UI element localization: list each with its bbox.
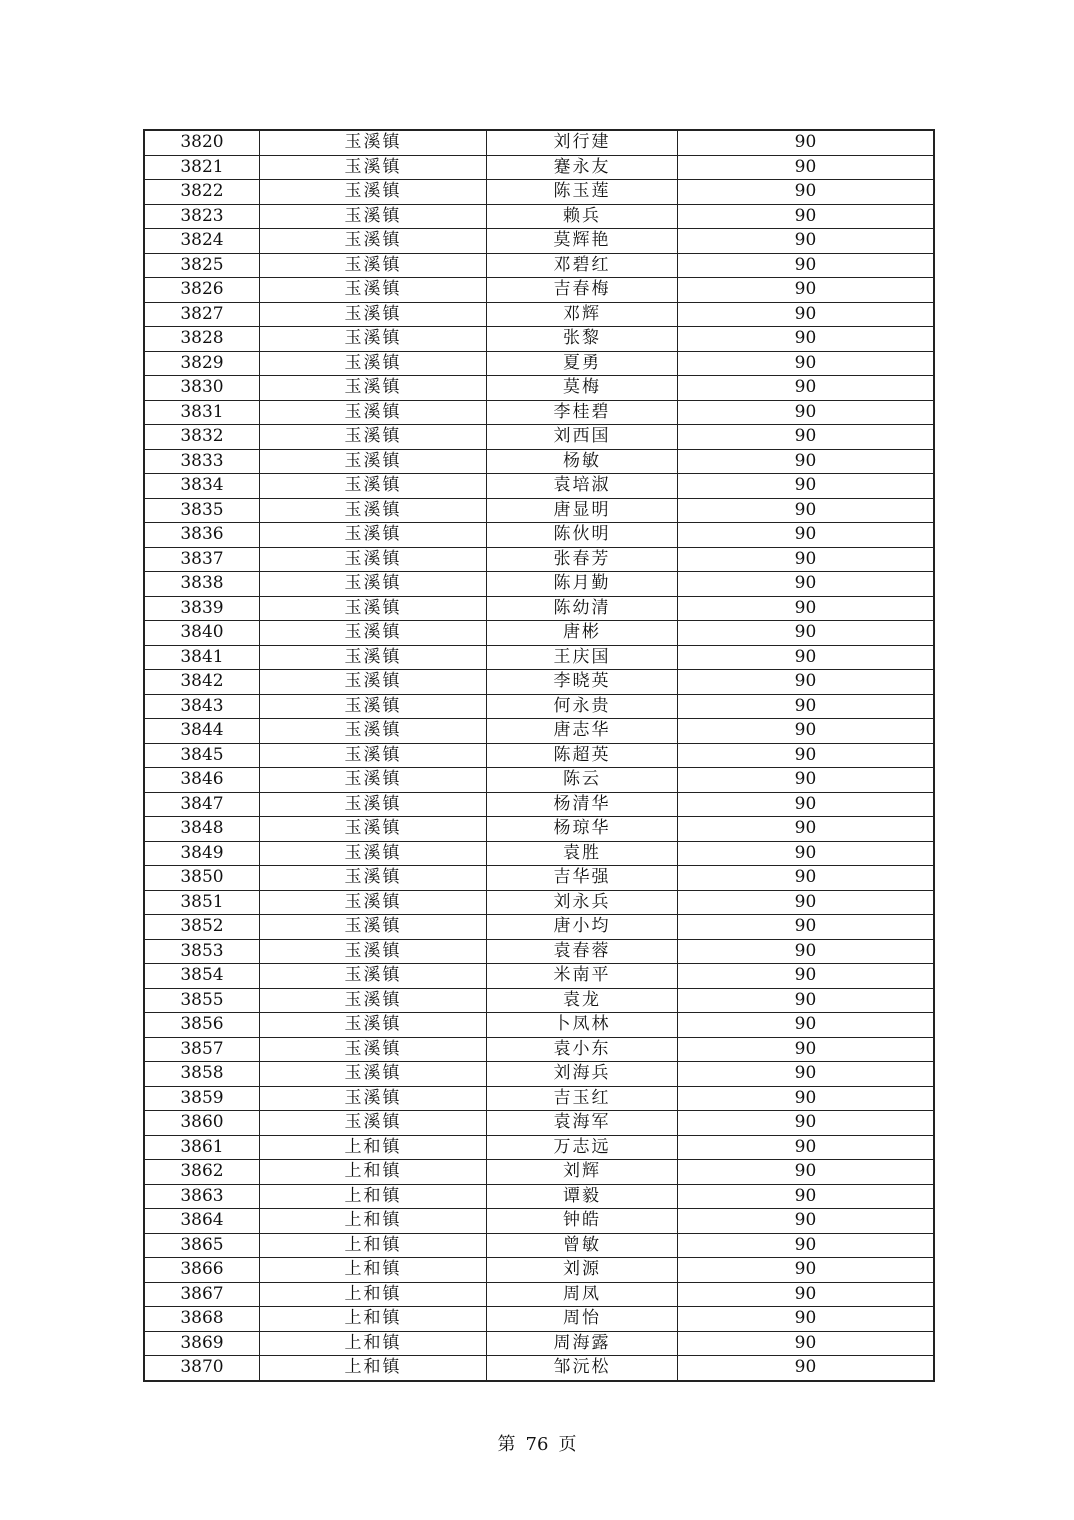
row-number-cell: 3823 <box>144 204 260 229</box>
town-cell: 玉溪镇 <box>260 376 487 401</box>
row-number-cell: 3822 <box>144 180 260 205</box>
table-row <box>144 327 934 352</box>
name-cell: 万志远 <box>487 1135 678 1160</box>
table-row <box>144 1258 934 1283</box>
name-cell: 吉春梅 <box>487 278 678 303</box>
row-number-cell: 3861 <box>144 1135 260 1160</box>
row-number-cell: 3868 <box>144 1307 260 1332</box>
name-cell: 钟皓 <box>487 1209 678 1234</box>
table-row <box>144 719 934 744</box>
town-cell: 玉溪镇 <box>260 841 487 866</box>
table-row <box>144 498 934 523</box>
row-number-cell: 3854 <box>144 964 260 989</box>
name-cell: 蹇永友 <box>487 155 678 180</box>
row-number-cell: 3827 <box>144 302 260 327</box>
town-cell: 玉溪镇 <box>260 1111 487 1136</box>
row-number-cell: 3830 <box>144 376 260 401</box>
town-cell: 上和镇 <box>260 1209 487 1234</box>
score-cell: 90 <box>678 1013 935 1038</box>
row-number-cell: 3825 <box>144 253 260 278</box>
score-cell: 90 <box>678 743 935 768</box>
name-cell: 袁海军 <box>487 1111 678 1136</box>
name-cell: 吉华强 <box>487 866 678 891</box>
town-cell: 玉溪镇 <box>260 621 487 646</box>
score-cell: 90 <box>678 768 935 793</box>
table-row <box>144 841 934 866</box>
town-cell: 玉溪镇 <box>260 743 487 768</box>
table-row <box>144 523 934 548</box>
table-row <box>144 547 934 572</box>
row-number-cell: 3869 <box>144 1331 260 1356</box>
town-cell: 玉溪镇 <box>260 1086 487 1111</box>
name-cell: 唐显明 <box>487 498 678 523</box>
town-cell: 玉溪镇 <box>260 302 487 327</box>
score-cell: 90 <box>678 621 935 646</box>
town-cell: 玉溪镇 <box>260 1062 487 1087</box>
table-row <box>144 376 934 401</box>
table-row <box>144 351 934 376</box>
table-row <box>144 939 934 964</box>
name-cell: 袁春蓉 <box>487 939 678 964</box>
row-number-cell: 3842 <box>144 670 260 695</box>
score-cell: 90 <box>678 229 935 254</box>
name-cell: 唐志华 <box>487 719 678 744</box>
score-cell: 90 <box>678 1086 935 1111</box>
name-cell: 王庆国 <box>487 645 678 670</box>
row-number-cell: 3866 <box>144 1258 260 1283</box>
row-number-cell: 3836 <box>144 523 260 548</box>
roster-table-body <box>144 130 934 1381</box>
row-number-cell: 3853 <box>144 939 260 964</box>
table-row <box>144 572 934 597</box>
town-cell: 玉溪镇 <box>260 425 487 450</box>
name-cell: 袁小东 <box>487 1037 678 1062</box>
table-row <box>144 1331 934 1356</box>
name-cell: 莫辉艳 <box>487 229 678 254</box>
row-number-cell: 3837 <box>144 547 260 572</box>
name-cell: 陈玉莲 <box>487 180 678 205</box>
town-cell: 玉溪镇 <box>260 180 487 205</box>
score-cell: 90 <box>678 547 935 572</box>
name-cell: 陈月勤 <box>487 572 678 597</box>
row-number-cell: 3839 <box>144 596 260 621</box>
name-cell: 唐彬 <box>487 621 678 646</box>
name-cell: 赖兵 <box>487 204 678 229</box>
score-cell: 90 <box>678 694 935 719</box>
name-cell: 刘辉 <box>487 1160 678 1185</box>
score-cell: 90 <box>678 670 935 695</box>
row-number-cell: 3848 <box>144 817 260 842</box>
score-cell: 90 <box>678 841 935 866</box>
row-number-cell: 3820 <box>144 130 260 155</box>
score-cell: 90 <box>678 449 935 474</box>
score-cell: 90 <box>678 278 935 303</box>
name-cell: 邓碧红 <box>487 253 678 278</box>
table-row <box>144 1062 934 1087</box>
town-cell: 玉溪镇 <box>260 939 487 964</box>
score-cell: 90 <box>678 792 935 817</box>
table-row <box>144 1209 934 1234</box>
town-cell: 玉溪镇 <box>260 523 487 548</box>
name-cell: 张春芳 <box>487 547 678 572</box>
row-number-cell: 3855 <box>144 988 260 1013</box>
table-row <box>144 278 934 303</box>
town-cell: 玉溪镇 <box>260 768 487 793</box>
row-number-cell: 3828 <box>144 327 260 352</box>
name-cell: 莫梅 <box>487 376 678 401</box>
score-cell: 90 <box>678 351 935 376</box>
name-cell: 陈超英 <box>487 743 678 768</box>
row-number-cell: 3844 <box>144 719 260 744</box>
row-number-cell: 3829 <box>144 351 260 376</box>
page-number: 76 <box>525 1434 549 1455</box>
name-cell: 刘行建 <box>487 130 678 155</box>
name-cell: 卜凤林 <box>487 1013 678 1038</box>
table-row <box>144 1013 934 1038</box>
table-row <box>144 1356 934 1381</box>
score-cell: 90 <box>678 596 935 621</box>
town-cell: 玉溪镇 <box>260 964 487 989</box>
town-cell: 上和镇 <box>260 1356 487 1381</box>
roster-table <box>143 129 935 1382</box>
name-cell: 袁龙 <box>487 988 678 1013</box>
score-cell: 90 <box>678 523 935 548</box>
town-cell: 玉溪镇 <box>260 278 487 303</box>
name-cell: 周海露 <box>487 1331 678 1356</box>
score-cell: 90 <box>678 155 935 180</box>
name-cell: 杨清华 <box>487 792 678 817</box>
name-cell: 曾敏 <box>487 1233 678 1258</box>
name-cell: 陈幼清 <box>487 596 678 621</box>
score-cell: 90 <box>678 964 935 989</box>
table-row <box>144 817 934 842</box>
name-cell: 吉玉红 <box>487 1086 678 1111</box>
name-cell: 夏勇 <box>487 351 678 376</box>
town-cell: 上和镇 <box>260 1184 487 1209</box>
score-cell: 90 <box>678 645 935 670</box>
town-cell: 玉溪镇 <box>260 817 487 842</box>
row-number-cell: 3845 <box>144 743 260 768</box>
town-cell: 玉溪镇 <box>260 572 487 597</box>
name-cell: 刘西国 <box>487 425 678 450</box>
town-cell: 上和镇 <box>260 1160 487 1185</box>
town-cell: 上和镇 <box>260 1233 487 1258</box>
row-number-cell: 3826 <box>144 278 260 303</box>
table-row <box>144 694 934 719</box>
table-row <box>144 474 934 499</box>
town-cell: 玉溪镇 <box>260 155 487 180</box>
table-row <box>144 1160 934 1185</box>
table-row <box>144 621 934 646</box>
footer-suffix: 页 <box>558 1434 577 1455</box>
table-row <box>144 596 934 621</box>
row-number-cell: 3821 <box>144 155 260 180</box>
table-row <box>144 645 934 670</box>
name-cell: 何永贵 <box>487 694 678 719</box>
score-cell: 90 <box>678 939 935 964</box>
town-cell: 玉溪镇 <box>260 988 487 1013</box>
score-cell: 90 <box>678 1037 935 1062</box>
row-number-cell: 3864 <box>144 1209 260 1234</box>
town-cell: 玉溪镇 <box>260 351 487 376</box>
score-cell: 90 <box>678 327 935 352</box>
row-number-cell: 3867 <box>144 1282 260 1307</box>
town-cell: 玉溪镇 <box>260 253 487 278</box>
score-cell: 90 <box>678 1184 935 1209</box>
town-cell: 玉溪镇 <box>260 498 487 523</box>
town-cell: 上和镇 <box>260 1135 487 1160</box>
town-cell: 玉溪镇 <box>260 596 487 621</box>
score-cell: 90 <box>678 1258 935 1283</box>
row-number-cell: 3858 <box>144 1062 260 1087</box>
score-cell: 90 <box>678 719 935 744</box>
town-cell: 玉溪镇 <box>260 449 487 474</box>
score-cell: 90 <box>678 130 935 155</box>
score-cell: 90 <box>678 1233 935 1258</box>
row-number-cell: 3851 <box>144 890 260 915</box>
town-cell: 玉溪镇 <box>260 204 487 229</box>
name-cell: 陈云 <box>487 768 678 793</box>
table-row <box>144 768 934 793</box>
name-cell: 杨琼华 <box>487 817 678 842</box>
town-cell: 玉溪镇 <box>260 400 487 425</box>
table-row <box>144 1233 934 1258</box>
row-number-cell: 3831 <box>144 400 260 425</box>
name-cell: 刘永兵 <box>487 890 678 915</box>
table-row <box>144 915 934 940</box>
row-number-cell: 3824 <box>144 229 260 254</box>
score-cell: 90 <box>678 1282 935 1307</box>
town-cell: 玉溪镇 <box>260 719 487 744</box>
score-cell: 90 <box>678 376 935 401</box>
row-number-cell: 3870 <box>144 1356 260 1381</box>
name-cell: 刘源 <box>487 1258 678 1283</box>
table-row <box>144 155 934 180</box>
town-cell: 上和镇 <box>260 1282 487 1307</box>
town-cell: 玉溪镇 <box>260 229 487 254</box>
row-number-cell: 3849 <box>144 841 260 866</box>
name-cell: 袁胜 <box>487 841 678 866</box>
score-cell: 90 <box>678 425 935 450</box>
score-cell: 90 <box>678 1135 935 1160</box>
score-cell: 90 <box>678 302 935 327</box>
row-number-cell: 3834 <box>144 474 260 499</box>
row-number-cell: 3843 <box>144 694 260 719</box>
name-cell: 米南平 <box>487 964 678 989</box>
table-row <box>144 890 934 915</box>
table-row <box>144 1111 934 1136</box>
table-row <box>144 964 934 989</box>
score-cell: 90 <box>678 1111 935 1136</box>
town-cell: 上和镇 <box>260 1258 487 1283</box>
town-cell: 玉溪镇 <box>260 792 487 817</box>
score-cell: 90 <box>678 1062 935 1087</box>
table-row <box>144 180 934 205</box>
table-row <box>144 670 934 695</box>
row-number-cell: 3835 <box>144 498 260 523</box>
name-cell: 唐小均 <box>487 915 678 940</box>
table-row <box>144 253 934 278</box>
name-cell: 李桂碧 <box>487 400 678 425</box>
table-row <box>144 988 934 1013</box>
town-cell: 玉溪镇 <box>260 890 487 915</box>
score-cell: 90 <box>678 1209 935 1234</box>
row-number-cell: 3860 <box>144 1111 260 1136</box>
score-cell: 90 <box>678 890 935 915</box>
table-row <box>144 1307 934 1332</box>
table-row <box>144 792 934 817</box>
row-number-cell: 3846 <box>144 768 260 793</box>
town-cell: 玉溪镇 <box>260 547 487 572</box>
row-number-cell: 3850 <box>144 866 260 891</box>
name-cell: 邹沅松 <box>487 1356 678 1381</box>
score-cell: 90 <box>678 204 935 229</box>
row-number-cell: 3852 <box>144 915 260 940</box>
score-cell: 90 <box>678 180 935 205</box>
town-cell: 玉溪镇 <box>260 915 487 940</box>
row-number-cell: 3841 <box>144 645 260 670</box>
table-row <box>144 302 934 327</box>
table-row <box>144 866 934 891</box>
table-row <box>144 1086 934 1111</box>
score-cell: 90 <box>678 1356 935 1381</box>
town-cell: 玉溪镇 <box>260 645 487 670</box>
table-row <box>144 1037 934 1062</box>
score-cell: 90 <box>678 915 935 940</box>
town-cell: 玉溪镇 <box>260 474 487 499</box>
name-cell: 邓辉 <box>487 302 678 327</box>
table-row <box>144 449 934 474</box>
row-number-cell: 3862 <box>144 1160 260 1185</box>
town-cell: 玉溪镇 <box>260 670 487 695</box>
row-number-cell: 3859 <box>144 1086 260 1111</box>
score-cell: 90 <box>678 866 935 891</box>
town-cell: 玉溪镇 <box>260 866 487 891</box>
table-row <box>144 1135 934 1160</box>
score-cell: 90 <box>678 474 935 499</box>
score-cell: 90 <box>678 498 935 523</box>
town-cell: 玉溪镇 <box>260 694 487 719</box>
score-cell: 90 <box>678 1331 935 1356</box>
table-row <box>144 1282 934 1307</box>
town-cell: 玉溪镇 <box>260 1013 487 1038</box>
name-cell: 谭毅 <box>487 1184 678 1209</box>
row-number-cell: 3832 <box>144 425 260 450</box>
name-cell: 张黎 <box>487 327 678 352</box>
name-cell: 刘海兵 <box>487 1062 678 1087</box>
table-row <box>144 130 934 155</box>
row-number-cell: 3856 <box>144 1013 260 1038</box>
name-cell: 袁培淑 <box>487 474 678 499</box>
score-cell: 90 <box>678 400 935 425</box>
page-footer <box>0 1430 1074 1456</box>
score-cell: 90 <box>678 572 935 597</box>
footer-prefix: 第 <box>497 1434 516 1455</box>
town-cell: 上和镇 <box>260 1331 487 1356</box>
name-cell: 陈伙明 <box>487 523 678 548</box>
score-cell: 90 <box>678 253 935 278</box>
score-cell: 90 <box>678 988 935 1013</box>
table-row <box>144 743 934 768</box>
row-number-cell: 3857 <box>144 1037 260 1062</box>
name-cell: 李晓英 <box>487 670 678 695</box>
row-number-cell: 3865 <box>144 1233 260 1258</box>
town-cell: 上和镇 <box>260 1307 487 1332</box>
score-cell: 90 <box>678 1160 935 1185</box>
town-cell: 玉溪镇 <box>260 1037 487 1062</box>
town-cell: 玉溪镇 <box>260 327 487 352</box>
row-number-cell: 3863 <box>144 1184 260 1209</box>
table-row <box>144 204 934 229</box>
table-row <box>144 400 934 425</box>
row-number-cell: 3833 <box>144 449 260 474</box>
name-cell: 周凤 <box>487 1282 678 1307</box>
row-number-cell: 3838 <box>144 572 260 597</box>
row-number-cell: 3847 <box>144 792 260 817</box>
table-row <box>144 229 934 254</box>
score-cell: 90 <box>678 817 935 842</box>
row-number-cell: 3840 <box>144 621 260 646</box>
score-cell: 90 <box>678 1307 935 1332</box>
table-row <box>144 1184 934 1209</box>
name-cell: 杨敏 <box>487 449 678 474</box>
name-cell: 周怡 <box>487 1307 678 1332</box>
town-cell: 玉溪镇 <box>260 130 487 155</box>
table-row <box>144 425 934 450</box>
